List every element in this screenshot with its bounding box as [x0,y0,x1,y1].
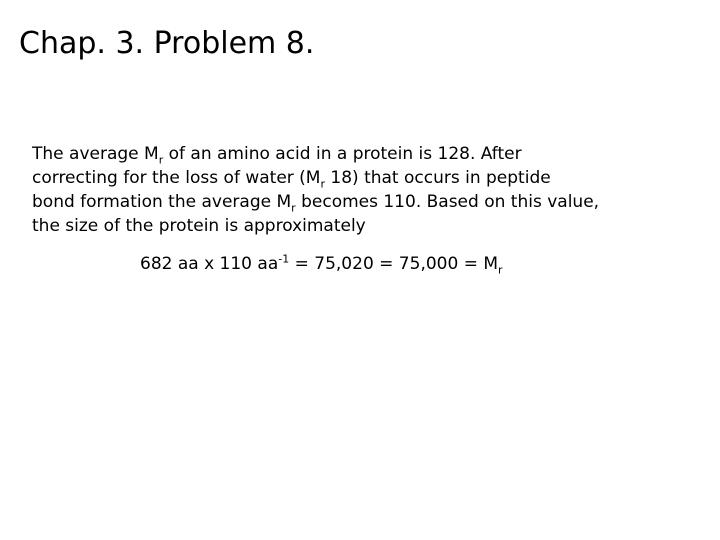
mr-subscript: r [291,201,296,215]
slide-title: Chap. 3. Problem 8. [19,26,315,61]
problem-line-1 [32,142,702,166]
problem-line-2-before: correcting for the loss of water (M [32,168,321,188]
problem-line-2 [32,166,702,190]
equation-superscript: -1 [278,252,290,266]
problem-text [32,142,702,238]
solution-equation [140,252,503,276]
mr-subscript: r [158,153,164,167]
mr-subscript: r [320,177,325,191]
equation-part-1: 682 aa x 110 aa [140,254,279,274]
problem-line-1-after: of an amino acid in a protein is 128. After [163,144,522,164]
problem-line-3-after: becomes 110. Based on this value, [295,192,600,212]
problem-line-1-before: The average M [32,144,159,164]
problem-line-2-after: 18) that occurs in peptide [325,168,551,188]
problem-line-3-before: bond formation the average M [32,192,292,212]
problem-line-3 [32,190,702,214]
mr-subscript: r [498,263,503,277]
equation-part-2: = 75,020 = 75,000 = M [289,254,499,274]
problem-line-4: the size of the protein is approximately [32,216,366,236]
